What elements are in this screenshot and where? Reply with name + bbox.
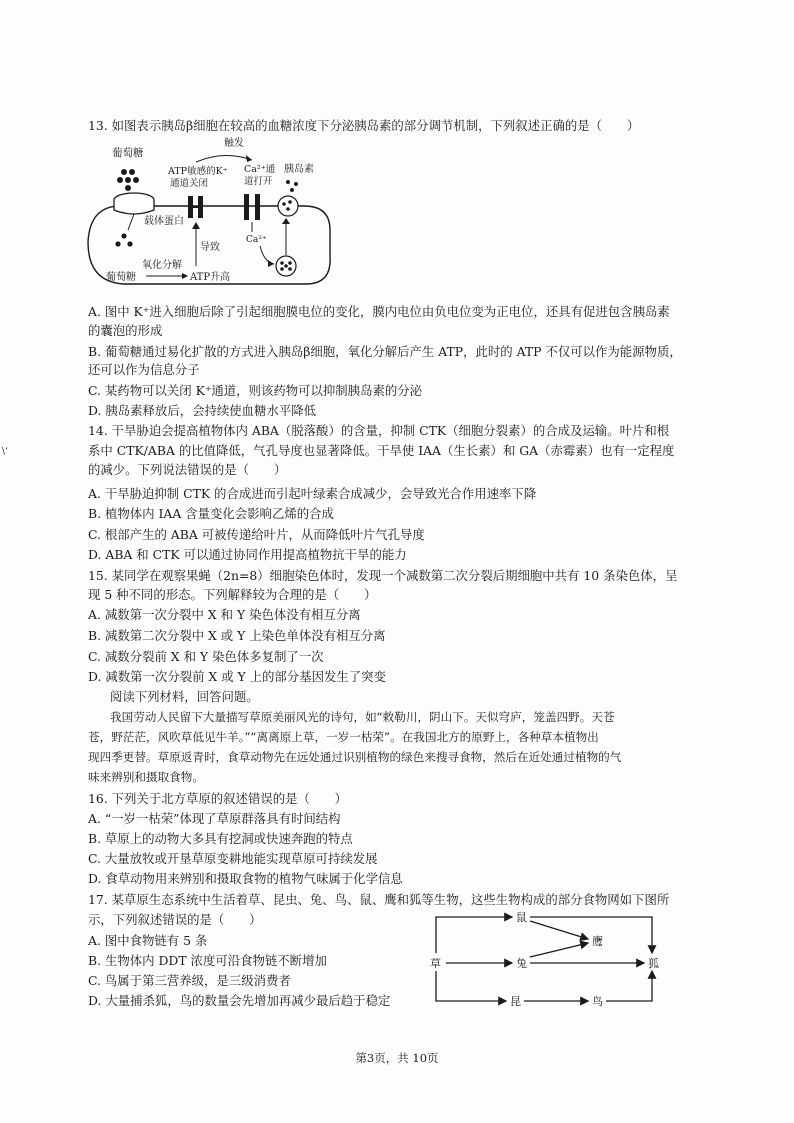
page-footer: 第3页，共 10页 [355, 1051, 439, 1065]
food-web-diagram [420, 905, 670, 1015]
q14-option-c: C. 根部产生的 ABA 可被传递给叶片，从而降低叶片气孔导度 [88, 527, 425, 542]
q17-stem-1: 17. 某草原生态系统中生活着草、昆虫、兔、鸟、鼠、鹰和狐等生物，这些生物构成的部分食物网如下图所 [88, 892, 670, 907]
q15-option-a: A. 减数第一次分裂中 X 和 Y 染色体没有相互分离 [88, 607, 361, 622]
q13-option-a2: 的囊泡的形成 [88, 323, 163, 338]
q17-option-c: C. 鸟属于第三营养级，是三级消费者 [88, 973, 291, 988]
node-fox: 狐 [648, 957, 659, 970]
q14-stem-2: 系中 CTK/ABA 的比值降低，气孔导度也显著降低。干旱使 IAA（生长素）和 GA（赤霉素）也有一定程度 [88, 443, 675, 458]
q14-stem-3: 的减少。下列说法错误的是（ ） [88, 462, 287, 477]
edge-grass-mouse [436, 917, 512, 953]
passage-line-2: 苍，野茫茫，风吹草低见牛羊。”“离离原上草，一岁一枯荣”。在我国北方的原野上，各种草本植物出 [88, 730, 599, 744]
q14-option-b: B. 植物体内 IAA 含量变化会影响乙烯的合成 [88, 506, 334, 521]
q16-stem: 16. 下列关于北方草原的叙述错误的是（ ） [88, 791, 348, 806]
passage-intro: 阅读下列材料，回答问题。 [110, 689, 259, 704]
q17-stem-2: 示，下列叙述错误的是（ ） [88, 912, 262, 927]
q17-option-a: A. 图中食物链有 5 条 [88, 933, 208, 948]
label-ca-channel-1: Ca²⁺通 [244, 164, 276, 175]
q13-option-b1: B. 葡萄糖通过易化扩散的方式进入胰岛β细胞，氧化分解后产生 ATP，此时的 ATP 不仅可以作为能源物质， [88, 344, 682, 359]
margin-mark: \‘ [2, 447, 8, 457]
label-ca-ion: Ca²⁺ [246, 235, 267, 245]
q13-stem: 13. 如图表示胰岛β细胞在较高的血糖浓度下分泌胰岛素的部分调节机制，下列叙述正确的是（ ） [88, 118, 640, 133]
ca-channel-left [244, 194, 249, 220]
q14-option-d: D. ABA 和 CTK 可以通过协同作用提高植物抗干旱的能力 [88, 547, 407, 562]
passage-line-1: 我国劳动人民留下大量描写草原美丽风光的诗句，如“敕勒川，阴山下。天似穹庐，笼盖四野。天苍 [110, 710, 615, 724]
label-lead-to: 导致 [200, 242, 220, 253]
q17-option-b: B. 生物体内 DDT 浓度可沿食物链不断增加 [88, 953, 327, 968]
q15-option-c: C. 减数分裂前 X 和 Y 染色体多复制了一次 [88, 649, 324, 664]
node-mouse: 鼠 [516, 911, 527, 924]
label-glucose-out: 葡萄糖 [112, 147, 144, 159]
label-ca-channel-2: 道打开 [244, 176, 273, 187]
node-rabbit: 兔 [516, 957, 527, 970]
q13-option-a1: A. 图中 K⁺进入细胞后除了引起细胞膜电位的变化，膜内电位由负电位变为正电位，还具有促进包含胰岛素 [88, 304, 670, 319]
node-hawk: 鹰 [592, 935, 603, 948]
label-carrier: 载体蛋白 [144, 216, 184, 227]
label-k-channel-1: ATP敏感的K⁺ [168, 166, 228, 177]
node-insect: 昆 [510, 995, 521, 1008]
node-bird: 鸟 [592, 995, 603, 1008]
edge-rabbit-hawk [530, 943, 588, 957]
q16-option-d: D. 食草动物用来辨别和摄取食物的植物气味属于化学信息 [88, 871, 403, 886]
q16-option-c: C. 大量放牧或开垦草原变耕地能实现草原可持续发展 [88, 851, 378, 866]
insulin-secretion-diagram [84, 134, 354, 294]
edge-mouse-hawk [530, 921, 588, 939]
edge-mouse-fox [530, 917, 652, 953]
edge-bird-fox [606, 971, 652, 1001]
glucose-molecules-outside [117, 169, 139, 191]
label-oxidation: 氧化分解 [142, 260, 182, 271]
q15-option-b: B. 减数第二次分裂中 X 或 Y 上染色单体没有相互分离 [88, 628, 386, 643]
passage-line-4: 味来辨别和摄取食物。 [88, 770, 204, 784]
q13-option-b2: 还可以作为信息分子 [88, 362, 200, 377]
q14-stem-1: 14. 干旱胁迫会提高植物体内 ABA（脱落酸）的含量，抑制 CTK（细胞分裂素）的合成及运输。叶片和根 [88, 423, 670, 438]
ca-channel-right [255, 194, 260, 220]
passage-line-3: 现四季更替。草原返青时，食草动物先在远处通过识别植物的绿色来搜寻食物，然后在近处通过植物的气 [88, 750, 622, 764]
q16-option-b: B. 草原上的动物大多具有挖洞或快速奔跑的特点 [88, 831, 353, 846]
label-glucose-in: 葡萄糖 [106, 272, 136, 283]
q15-option-d: D. 减数第一次分裂前 X 或 Y 上的部分基因发生了突变 [88, 669, 386, 684]
edge-grass-insect [436, 971, 506, 1001]
node-grass: 草 [430, 957, 441, 970]
label-atp-rise: ATP升高 [190, 272, 231, 283]
label-trigger: 触发 [224, 138, 244, 149]
q13-option-d: D. 胰岛素释放后，会持续使血糖水平降低 [88, 403, 317, 418]
q15-stem-2: 现 5 种不同的形态。下列解释较为合理的是（ ） [88, 587, 377, 602]
q14-option-a: A. 干旱胁迫抑制 CTK 的合成进而引起叶绿素合成减少，会导致光合作用速率下降 [88, 486, 537, 501]
q15-stem-1: 15. 某同学在观察果蝇（2n=8）细胞染色体时，发现一个减数第二次分裂后期细胞中共有 10 条染色体，呈 [88, 568, 678, 583]
label-k-channel-2: 通道关闭 [170, 178, 209, 189]
q16-option-a: A. “一岁一枯荣”体现了草原群落具有时间结构 [88, 811, 341, 826]
insulin-vesicle-membrane [278, 196, 298, 216]
q13-option-c: C. 某药物可以关闭 K⁺通道，则该药物可以抑制胰岛素的分泌 [88, 383, 423, 398]
label-insulin: 胰岛素 [284, 164, 314, 175]
q17-option-d: D. 大量捕杀狐，鸟的数量会先增加再减少最后趋于稳定 [88, 993, 391, 1008]
